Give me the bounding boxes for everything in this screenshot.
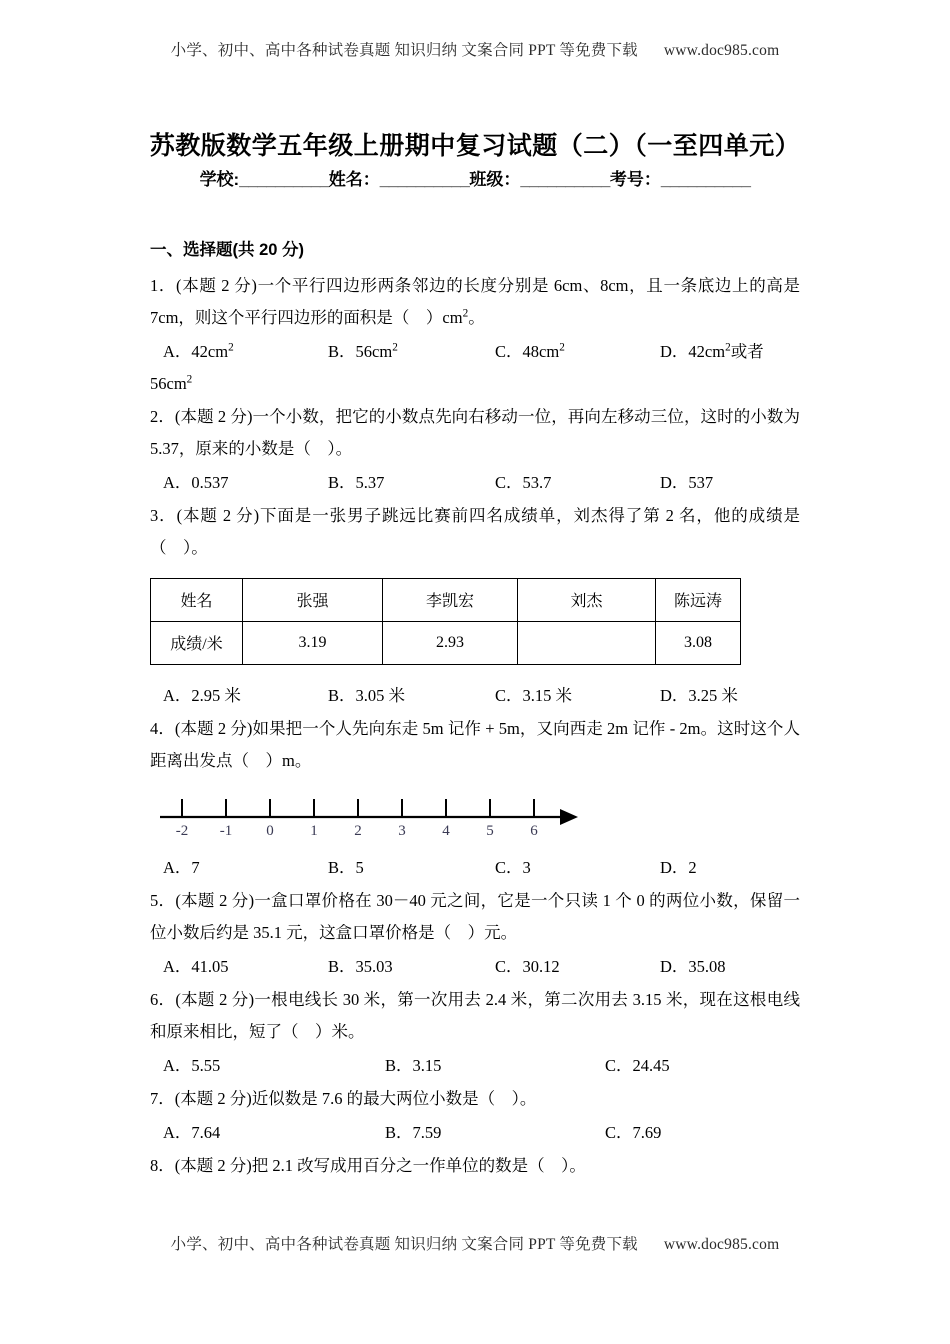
page-header bbox=[0, 38, 950, 60]
question-5-stem: 5．(本题 2 分)一盒口罩价格在 30－40 元之间，它是一个只读 1 个 0 的两位小数，保留一位小数后约是 35.1 元，这盒口罩价格是（ ）元。 bbox=[150, 890, 800, 942]
page-footer-url: www.doc985.com bbox=[663, 1236, 780, 1253]
question-3-stem: 3．(本题 2 分)下面是一张男子跳远比赛前四名成绩单，刘杰得了第 2 名，他的成绩是（ ）。 bbox=[150, 505, 800, 557]
question-3-option-b[interactable] bbox=[328, 681, 405, 711]
option-label: B． bbox=[328, 341, 356, 361]
question-7-options bbox=[150, 1118, 800, 1148]
option-text: 41.05 bbox=[191, 956, 229, 976]
option-label: A． bbox=[163, 1055, 192, 1075]
question-7-option-a[interactable] bbox=[163, 1118, 220, 1148]
student-info-line bbox=[0, 165, 950, 190]
question-1-stem-text: 1．(本题 2 分)一个平行四边形两条邻边的长度分别是 6cm、8cm，且一条底边上的高是 7cm，则这个平行四边形的面积是（ ）cm bbox=[150, 275, 800, 327]
option-sup: 2 bbox=[228, 341, 234, 354]
option-text: 7.59 bbox=[412, 1122, 442, 1142]
option-label: C． bbox=[495, 472, 523, 492]
table-cell-name-4: 陈远涛 bbox=[656, 578, 741, 621]
option-label: B． bbox=[328, 956, 356, 976]
table-cell-score-4: 3.08 bbox=[656, 621, 741, 664]
section-heading-choice: 一、选择题(共 20 分) bbox=[150, 241, 305, 259]
exam-no-blank: __________ bbox=[660, 170, 751, 189]
question-3-option-a[interactable] bbox=[163, 681, 241, 711]
question-1-stem-sup: 2 bbox=[462, 307, 469, 320]
option-text: 24.45 bbox=[632, 1055, 670, 1075]
option-text: 3.15 米 bbox=[522, 685, 573, 705]
option-label: B． bbox=[385, 1055, 413, 1075]
question-3-option-d[interactable] bbox=[660, 681, 738, 711]
number-line-tick-label: 1 bbox=[310, 822, 318, 839]
option-text: 7 bbox=[191, 857, 200, 877]
question-4-option-c[interactable] bbox=[495, 853, 531, 883]
option-text: 0.537 bbox=[191, 472, 229, 492]
question-1-option-a[interactable] bbox=[163, 337, 234, 367]
option-label: D． bbox=[660, 685, 689, 705]
table-cell-name-3: 刘杰 bbox=[518, 578, 656, 621]
question-4-option-d[interactable] bbox=[660, 853, 697, 883]
table-row bbox=[151, 578, 741, 621]
table-cell-score-header: 成绩/米 bbox=[151, 621, 243, 664]
table-cell-score-2: 2.93 bbox=[383, 621, 518, 664]
question-1-stem-tail: 。 bbox=[468, 307, 485, 327]
option-text: 5 bbox=[355, 857, 364, 877]
option-text: 30.12 bbox=[522, 956, 560, 976]
question-4-option-b[interactable] bbox=[328, 853, 364, 883]
option-label: C． bbox=[605, 1122, 633, 1142]
number-line-tick-label: 4 bbox=[442, 822, 450, 839]
option-text: 48cm bbox=[522, 341, 560, 361]
option-text: 2 bbox=[688, 857, 697, 877]
table-cell-name-1: 张强 bbox=[243, 578, 383, 621]
question-7-option-c[interactable] bbox=[605, 1118, 661, 1148]
option-label: A． bbox=[163, 956, 192, 976]
option-sup: 2 bbox=[392, 341, 398, 354]
option-text: 35.08 bbox=[688, 956, 726, 976]
number-line-tick-label: -1 bbox=[219, 822, 233, 839]
question-1-option-d[interactable] bbox=[660, 337, 764, 367]
page-header-text: 小学、初中、高中各种试卷真题 知识归纳 文案合同 PPT 等免费下载 bbox=[170, 42, 638, 59]
number-line-labels bbox=[176, 823, 539, 839]
page-title: 苏教版数学五年级上册期中复习试题（二）（一至四单元） bbox=[149, 132, 801, 160]
number-line-tick-label: -2 bbox=[175, 822, 189, 839]
exam-content bbox=[150, 240, 800, 1185]
name-blank: __________ bbox=[379, 170, 470, 189]
option-label: C． bbox=[495, 857, 523, 877]
number-line-tick-label: 6 bbox=[530, 822, 538, 839]
class-blank: __________ bbox=[520, 170, 610, 189]
option-label: D． bbox=[660, 472, 689, 492]
question-7-option-b[interactable] bbox=[385, 1118, 441, 1148]
option-label: C． bbox=[495, 341, 523, 361]
table-cell-score-1: 3.19 bbox=[243, 621, 383, 664]
number-line-tick-label: 3 bbox=[398, 822, 406, 839]
question-2-option-b[interactable] bbox=[328, 468, 384, 498]
question-1-option-b[interactable] bbox=[328, 337, 398, 367]
question-4-options bbox=[150, 853, 800, 883]
option-label: B． bbox=[328, 472, 356, 492]
number-line-figure bbox=[160, 785, 800, 847]
option-label: C． bbox=[495, 685, 523, 705]
option-text: 7.69 bbox=[632, 1122, 662, 1142]
option-text: 35.03 bbox=[355, 956, 393, 976]
question-4-option-a[interactable] bbox=[163, 853, 200, 883]
number-line-svg bbox=[160, 785, 580, 841]
option-label: B． bbox=[385, 1122, 413, 1142]
option-text: 3.15 bbox=[412, 1055, 442, 1075]
option-label: A． bbox=[163, 1122, 192, 1142]
option-label: B． bbox=[328, 685, 356, 705]
question-3-options bbox=[150, 681, 800, 711]
question-5-option-d[interactable] bbox=[660, 952, 726, 982]
option-text: 56cm bbox=[355, 341, 393, 361]
question-3-option-c[interactable] bbox=[495, 681, 572, 711]
option-text: 3.25 米 bbox=[688, 685, 738, 705]
question-6-option-c[interactable] bbox=[605, 1051, 670, 1081]
option-label: D． bbox=[660, 341, 689, 361]
option-text: 3 bbox=[522, 857, 531, 877]
option-label: C． bbox=[495, 956, 523, 976]
question-2-option-d[interactable] bbox=[660, 468, 713, 498]
question-5-option-a[interactable] bbox=[163, 952, 229, 982]
long-jump-score-table-wrap bbox=[150, 578, 800, 665]
table-cell-score-3 bbox=[518, 621, 656, 664]
question-5-option-b[interactable] bbox=[328, 952, 393, 982]
question-2-option-c[interactable] bbox=[495, 468, 551, 498]
question-4-stem: 4．(本题 2 分)如果把一个人先向东走 5m 记作 + 5m，又向西走 2m 记作 - 2m。这时这个人距离出发点（ ）m。 bbox=[150, 718, 800, 770]
question-6-stem: 6．(本题 2 分)一根电线长 30 米，第一次用去 2.4 米，第二次用去 3.15 米，现在这根电线和原来相比，短了（ ）米。 bbox=[150, 989, 800, 1041]
option-text: 537 bbox=[688, 472, 714, 492]
question-7-stem: 7．(本题 2 分)近似数是 7.6 的最大两位小数是（ ）。 bbox=[150, 1088, 537, 1108]
option-text: 42cm bbox=[688, 341, 726, 361]
number-line-tick-label: 0 bbox=[266, 822, 274, 839]
number-line-arrow-icon bbox=[560, 809, 578, 825]
option-label: A． bbox=[163, 685, 192, 705]
question-6-option-a[interactable] bbox=[163, 1051, 220, 1081]
option-label: A． bbox=[163, 472, 192, 492]
option-text: 56cm bbox=[150, 373, 187, 393]
class-label: 班级： bbox=[469, 170, 521, 189]
option-text: 5.37 bbox=[355, 472, 385, 492]
option-tail: 或者 bbox=[730, 341, 764, 361]
page-footer-text: 小学、初中、高中各种试卷真题 知识归纳 文案合同 PPT 等免费下载 bbox=[170, 1236, 638, 1253]
option-label: D． bbox=[660, 956, 689, 976]
option-label: B． bbox=[328, 857, 356, 877]
question-2-option-a[interactable] bbox=[163, 468, 229, 498]
school-label: 学校: bbox=[199, 170, 240, 189]
question-1-options bbox=[150, 337, 800, 399]
question-5-option-c[interactable] bbox=[495, 952, 560, 982]
option-text: 2.95 米 bbox=[191, 685, 241, 705]
number-line-tick-label: 5 bbox=[486, 822, 494, 839]
option-label: A． bbox=[163, 857, 192, 877]
option-text: 42cm bbox=[191, 341, 229, 361]
option-label: D． bbox=[660, 857, 689, 877]
page-header-url: www.doc985.com bbox=[663, 42, 780, 59]
page-footer bbox=[0, 1232, 950, 1254]
long-jump-score-table bbox=[150, 578, 741, 665]
question-5-options bbox=[150, 952, 800, 982]
option-text: 3.05 米 bbox=[355, 685, 406, 705]
school-blank: __________ bbox=[239, 170, 329, 189]
table-cell-name-2: 李凯宏 bbox=[383, 578, 518, 621]
exam-no-label: 考号： bbox=[609, 170, 661, 189]
option-label: A． bbox=[163, 341, 192, 361]
option-text: 5.55 bbox=[191, 1055, 221, 1075]
question-1-option-d-continuation bbox=[150, 369, 192, 399]
question-1-stem bbox=[150, 270, 800, 334]
table-row bbox=[151, 621, 741, 664]
option-sup: 2 bbox=[559, 341, 565, 354]
option-text: 7.64 bbox=[191, 1122, 221, 1142]
question-8-stem: 8．(本题 2 分)把 2.1 改写成用百分之一作单位的数是（ ）。 bbox=[150, 1155, 586, 1175]
option-text: 53.7 bbox=[522, 472, 552, 492]
question-6-options bbox=[150, 1051, 800, 1081]
question-2-stem: 2．(本题 2 分)一个小数，把它的小数点先向右移动一位，再向左移动三位，这时的小数为 5.37，原来的小数是（ ）。 bbox=[150, 406, 800, 458]
option-label: C． bbox=[605, 1055, 633, 1075]
question-6-option-b[interactable] bbox=[385, 1051, 441, 1081]
question-1-option-c[interactable] bbox=[495, 337, 565, 367]
number-line-ticks bbox=[182, 799, 534, 817]
question-2-options bbox=[150, 468, 800, 498]
table-cell-name-header: 姓名 bbox=[151, 578, 243, 621]
option-sup: 2 bbox=[725, 341, 731, 354]
number-line-tick-label: 2 bbox=[354, 822, 362, 839]
option-sup: 2 bbox=[186, 373, 193, 386]
name-label: 姓名： bbox=[328, 170, 380, 189]
